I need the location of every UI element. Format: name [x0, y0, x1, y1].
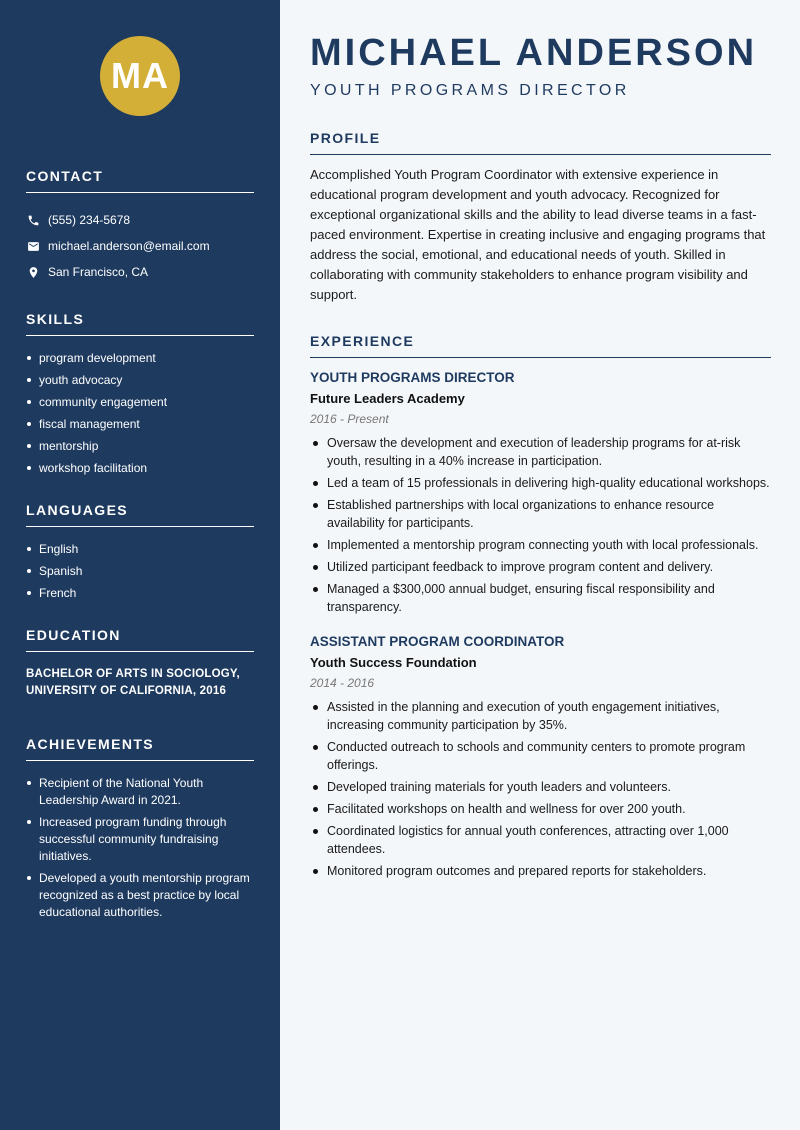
avatar: MA	[100, 36, 180, 116]
list-item: fiscal management	[26, 416, 254, 432]
education-section	[26, 627, 254, 700]
contact-section	[26, 168, 254, 285]
list-item: English	[26, 541, 254, 557]
experience-heading: EXPERIENCE	[310, 333, 771, 358]
list-item: Monitored program outcomes and prepared reports for stakeholders.	[310, 862, 771, 880]
list-item: Recipient of the National Youth Leadership Award in 2021.	[26, 775, 254, 809]
list-item: program development	[26, 350, 254, 366]
achievements-list	[26, 775, 254, 921]
profile-text: Accomplished Youth Program Coordinator with extensive experience in educational program development and youth advocacy. Recognized for exceptional organizational skills and the ability to lead diverse teams in a fast-paced environment. Expertise in creating inclusive and engaging programs that address the social, emotional, and educational needs of youth. Skilled in collaborating with community stakeholders to enhance program visibility and support.	[310, 167, 766, 302]
job-bullets	[310, 698, 771, 880]
phone-text: (555) 234-5678	[48, 213, 131, 227]
candidate-name: MICHAEL ANDERSON	[310, 32, 758, 74]
education-line: UNIVERSITY OF CALIFORNIA, 2016	[26, 685, 227, 697]
list-item: Developed training materials for youth leaders and volunteers.	[310, 778, 771, 796]
list-item: Developed a youth mentorship program recognized as a best practice by local educational authorities.	[26, 870, 254, 921]
email-text: michael.anderson@email.com	[48, 239, 210, 253]
list-item: Led a team of 15 professionals in delivering high-quality educational workshops.	[310, 474, 771, 492]
skills-section	[26, 311, 254, 476]
mail-icon	[26, 239, 40, 253]
languages-heading: LANGUAGES	[26, 502, 254, 527]
list-item: Assisted in the planning and execution of youth engagement initiatives, increasing community participation by 35%.	[310, 698, 771, 734]
list-item: Established partnerships with local organizations to enhance resource availability for participants.	[310, 496, 771, 532]
list-item: Oversaw the development and execution of leadership programs for at-risk youth, resulting in a 40% increase in participation.	[310, 434, 771, 470]
languages-list	[26, 541, 254, 601]
list-item: French	[26, 585, 254, 601]
list-item: Managed a $300,000 annual budget, ensuring fiscal responsibility and transparency.	[310, 580, 771, 616]
list-item: Spanish	[26, 563, 254, 579]
list-item: Implemented a mentorship program connecting youth with local professionals.	[310, 536, 771, 554]
list-item: community engagement	[26, 394, 254, 410]
list-item: workshop facilitation	[26, 460, 254, 476]
job-entry	[310, 634, 771, 880]
company-name: Youth Success Foundation	[310, 655, 477, 670]
achievements-heading: ACHIEVEMENTS	[26, 736, 254, 761]
list-item: mentorship	[26, 438, 254, 454]
main-content	[280, 0, 800, 1130]
sidebar	[0, 0, 280, 1130]
list-item: Facilitated workshops on health and wellness for over 200 youth.	[310, 800, 771, 818]
job-title-header: YOUTH PROGRAMS DIRECTOR	[310, 82, 630, 99]
education-line: BACHELOR OF ARTS IN SOCIOLOGY,	[26, 668, 240, 680]
list-item: youth advocacy	[26, 372, 254, 388]
skills-list	[26, 350, 254, 476]
job-dates: 2016 - Present	[310, 412, 389, 426]
skills-heading: SKILLS	[26, 311, 254, 336]
education-heading: EDUCATION	[26, 627, 254, 652]
job-title: YOUTH PROGRAMS DIRECTOR	[310, 370, 515, 385]
job-dates: 2014 - 2016	[310, 676, 375, 690]
profile-section	[310, 130, 771, 305]
location-text: San Francisco, CA	[48, 265, 149, 279]
list-item: Conducted outreach to schools and community centers to promote program offerings.	[310, 738, 771, 774]
location-pin-icon	[26, 265, 40, 279]
experience-section	[310, 333, 771, 880]
education-degree	[26, 666, 254, 700]
job-bullets	[310, 434, 771, 616]
achievements-section	[26, 736, 254, 921]
list-item: Coordinated logistics for annual youth conferences, attracting over 1,000 attendees.	[310, 822, 771, 858]
job-title: ASSISTANT PROGRAM COORDINATOR	[310, 634, 565, 649]
contact-phone	[26, 207, 254, 233]
phone-icon	[26, 213, 40, 227]
company-name: Future Leaders Academy	[310, 391, 465, 406]
contact-email	[26, 233, 254, 259]
contact-location	[26, 259, 254, 285]
languages-section	[26, 502, 254, 601]
contact-heading: CONTACT	[26, 168, 254, 193]
list-item: Utilized participant feedback to improve program content and delivery.	[310, 558, 771, 576]
list-item: Increased program funding through successful community fundraising initiatives.	[26, 814, 254, 865]
profile-heading: PROFILE	[310, 130, 771, 155]
job-entry	[310, 370, 771, 616]
